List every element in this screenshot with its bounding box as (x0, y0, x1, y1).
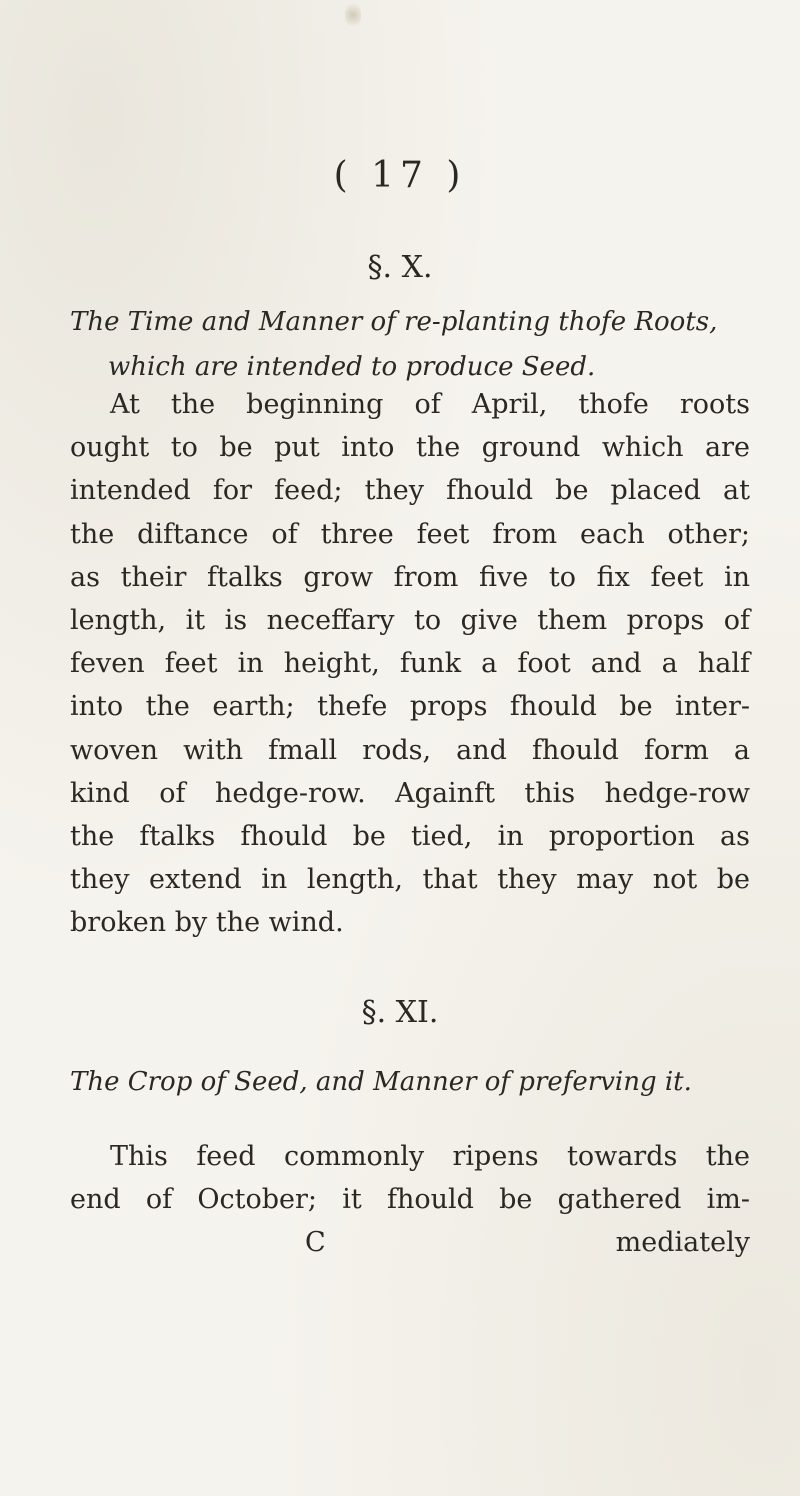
text-line: kind of hedge-row. Againft this hedge-row (70, 777, 750, 809)
section-xi-paragraph (70, 1135, 750, 1221)
text-line: broken by the wind. (70, 907, 344, 939)
signature-mark: C (305, 1227, 326, 1258)
page-footer (70, 1221, 750, 1264)
heading-line: The Time and Manner of re-planting thofe Roots, (70, 307, 718, 337)
section-mark-x: §. X. (367, 250, 433, 285)
heading-line: The Crop of Seed, and Manner of preferving it. (70, 1067, 692, 1097)
text-line: woven with fmall rods, and fhould form a (70, 734, 750, 766)
paper-stain (345, 0, 361, 30)
text-line: feven feet in height, funk a foot and a half (70, 648, 750, 680)
text-line: as their ftalks grow from five to fix feet in (70, 561, 750, 593)
text-line: This feed commonly ripens towards the (110, 1141, 750, 1172)
text-line: the diftance of three feet from each other; (70, 518, 750, 550)
section-xi-heading (70, 1060, 750, 1105)
text-line: end of October; it fhould be gathered im- (70, 1184, 750, 1216)
section-x-heading (70, 300, 750, 390)
text-line: they extend in length, that they may not be (70, 864, 750, 896)
heading-line: which are intended to produce Seed. (108, 352, 596, 382)
section-mark-xi: §. XI. (361, 995, 439, 1030)
page-number: ( 17 ) (333, 155, 467, 196)
text-line: At the beginning of April, thofe roots (110, 389, 750, 420)
text-line: intended for feed; they fhould be placed at (70, 475, 750, 507)
section-x-paragraph (70, 383, 750, 945)
text-line: ought to be put into the ground which are (70, 432, 750, 464)
text-line: into the earth; thefe props fhould be inter- (70, 691, 750, 723)
text-line: the ftalks fhould be tied, in proportion as (70, 821, 750, 853)
text-line: length, it is neceffary to give them props of (70, 605, 750, 637)
catchword: mediately (615, 1227, 750, 1258)
